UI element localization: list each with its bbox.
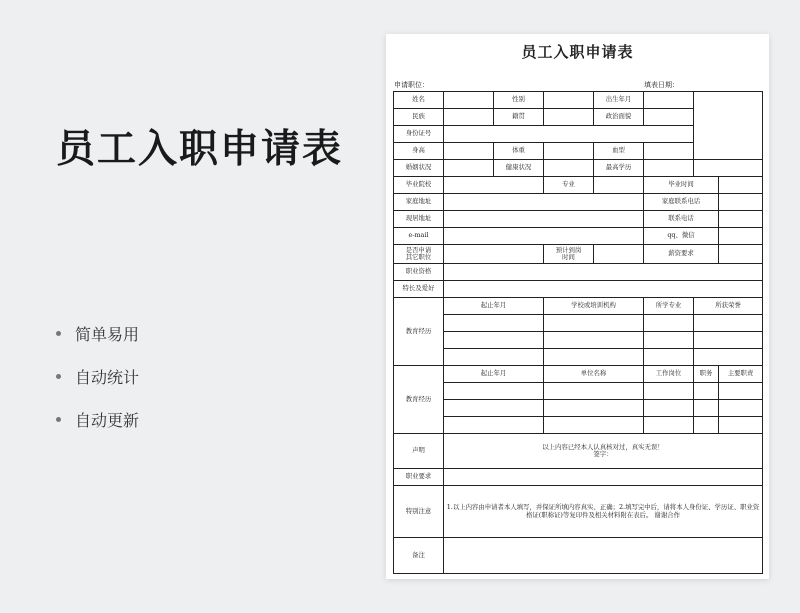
- work-cell[interactable]: [719, 417, 763, 434]
- label-political: 政治面貌: [594, 109, 644, 126]
- edu-cell[interactable]: [444, 315, 544, 332]
- special-notes-text: 1.以上内容由申请者本人填写，并保证所填内容真实、正确；2.填写完中后，请将本人身份证、学历证、职业资格证(职称证)等复印件及相关材料附在表后。 谢谢合作: [444, 486, 763, 538]
- label-special-notes: 特别注意: [394, 486, 444, 538]
- work-cell[interactable]: [719, 383, 763, 400]
- work-cell[interactable]: [644, 383, 694, 400]
- label-id-card: 身份证号: [394, 126, 444, 143]
- work-cell[interactable]: [694, 383, 719, 400]
- field-blood[interactable]: [644, 143, 694, 160]
- field-email[interactable]: [444, 228, 644, 245]
- field-job-requirements[interactable]: [444, 469, 763, 486]
- label-gender: 性别: [494, 92, 544, 109]
- label-native: 籍贯: [494, 109, 544, 126]
- field-weight[interactable]: [544, 143, 594, 160]
- feature-item: 自动更新: [56, 398, 139, 441]
- field-home-phone[interactable]: [719, 194, 763, 211]
- label-blood: 血型: [594, 143, 644, 160]
- label-current-addr: 现居地址: [394, 211, 444, 228]
- application-form-document: [386, 34, 769, 579]
- declaration-line-1: 以上内容已经本人认真核对过，真实无误！: [542, 442, 664, 451]
- feature-list: [56, 312, 139, 441]
- label-major: 专业: [544, 177, 594, 194]
- field-political[interactable]: [644, 109, 694, 126]
- field-education-level[interactable]: [644, 160, 694, 177]
- date-label: 填表日期：: [644, 81, 679, 89]
- work-cell[interactable]: [694, 400, 719, 417]
- field-grad-time[interactable]: [719, 177, 763, 194]
- work-cell[interactable]: [544, 417, 644, 434]
- label-email: e-mail: [394, 228, 444, 245]
- edu-cell[interactable]: [544, 349, 644, 366]
- field-qq[interactable]: [719, 228, 763, 245]
- edu-header-honors: 所获荣誉: [694, 298, 763, 315]
- work-cell[interactable]: [444, 417, 544, 434]
- edu-cell[interactable]: [694, 349, 763, 366]
- field-height[interactable]: [444, 143, 494, 160]
- field-major[interactable]: [594, 177, 644, 194]
- work-header-post: 工作岗位: [644, 366, 694, 383]
- label-work-history: 教育经历: [394, 366, 444, 434]
- label-job-requirements: 职业要求: [394, 469, 444, 486]
- work-header-company: 单位名称: [544, 366, 644, 383]
- field-native[interactable]: [544, 109, 594, 126]
- edu-header-period: 起止年月: [444, 298, 544, 315]
- field-remarks[interactable]: [444, 538, 763, 574]
- declaration-line-2: 签字：: [593, 450, 613, 458]
- work-cell[interactable]: [644, 417, 694, 434]
- form-table: [393, 91, 763, 574]
- field-gender[interactable]: [544, 92, 594, 109]
- field-home-addr[interactable]: [444, 194, 644, 211]
- feature-item: 简单易用: [56, 312, 139, 355]
- label-salary: 薪资要求: [644, 245, 719, 264]
- label-hobbies: 特长及爱好: [394, 281, 444, 298]
- feature-item: 自动统计: [56, 355, 139, 398]
- label-grad-time: 毕业时间: [644, 177, 719, 194]
- field-current-addr[interactable]: [444, 211, 644, 228]
- label-marital: 婚姻状况: [394, 160, 444, 177]
- field-marital[interactable]: [444, 160, 494, 177]
- edu-cell[interactable]: [644, 315, 694, 332]
- bullet-dot-icon: [56, 417, 61, 422]
- label-birth: 出生年月: [594, 92, 644, 109]
- edu-cell[interactable]: [694, 315, 763, 332]
- edu-cell[interactable]: [444, 349, 544, 366]
- field-health[interactable]: [544, 160, 594, 177]
- label-education-history: 教育经历: [394, 298, 444, 366]
- work-cell[interactable]: [544, 400, 644, 417]
- work-header-period: 起止年月: [444, 366, 544, 383]
- label-qq: qq、微信: [644, 228, 719, 245]
- form-title: 员工入职申请表: [521, 43, 634, 61]
- label-declaration: 声明: [394, 434, 444, 469]
- declaration-text: [444, 434, 763, 469]
- bullet-dot-icon: [56, 331, 61, 336]
- label-education-level: 最高学历: [594, 160, 644, 177]
- label-home-addr: 家庭地址: [394, 194, 444, 211]
- edu-cell[interactable]: [694, 332, 763, 349]
- label-other-pos: 是否申请 其它职位: [394, 245, 444, 264]
- position-label: 申请职位：: [394, 81, 429, 89]
- bullet-dot-icon: [56, 374, 61, 379]
- field-phone[interactable]: [719, 211, 763, 228]
- edu-cell[interactable]: [544, 315, 644, 332]
- field-id-card[interactable]: [444, 126, 694, 143]
- edu-cell[interactable]: [644, 349, 694, 366]
- edu-cell[interactable]: [544, 332, 644, 349]
- label-health: 健康状况: [494, 160, 544, 177]
- label-arrival: 预计到岗 时间: [544, 245, 594, 264]
- field-birth[interactable]: [644, 92, 694, 109]
- field-extra[interactable]: [694, 160, 763, 177]
- work-cell[interactable]: [444, 383, 544, 400]
- cover-title: 员工入职申请表: [56, 127, 344, 172]
- field-school[interactable]: [444, 177, 544, 194]
- label-remarks: 备注: [394, 538, 444, 574]
- label-name: 姓名: [394, 92, 444, 109]
- work-cell[interactable]: [694, 417, 719, 434]
- edu-header-school: 学校或培训机构: [544, 298, 644, 315]
- field-ethnicity[interactable]: [444, 109, 494, 126]
- field-salary[interactable]: [719, 245, 763, 264]
- field-hobbies[interactable]: [444, 281, 763, 298]
- edu-cell[interactable]: [644, 332, 694, 349]
- field-arrival[interactable]: [594, 245, 644, 264]
- work-cell[interactable]: [719, 400, 763, 417]
- edu-header-major: 所学专业: [644, 298, 694, 315]
- label-school: 毕业院校: [394, 177, 444, 194]
- work-cell[interactable]: [544, 383, 644, 400]
- field-other-pos[interactable]: [444, 245, 544, 264]
- label-phone: 联系电话: [644, 211, 719, 228]
- label-home-phone: 家庭联系电话: [644, 194, 719, 211]
- edu-cell[interactable]: [444, 332, 544, 349]
- label-weight: 体重: [494, 143, 544, 160]
- field-qualification[interactable]: [444, 264, 763, 281]
- photo-box[interactable]: [694, 92, 763, 160]
- field-name[interactable]: [444, 92, 494, 109]
- work-header-title: 职务: [694, 366, 719, 383]
- work-header-duty: 主要职责: [719, 366, 763, 383]
- label-ethnicity: 民族: [394, 109, 444, 126]
- label-height: 身高: [394, 143, 444, 160]
- work-cell[interactable]: [444, 400, 544, 417]
- work-cell[interactable]: [644, 400, 694, 417]
- label-qualification: 职业资格: [394, 264, 444, 281]
